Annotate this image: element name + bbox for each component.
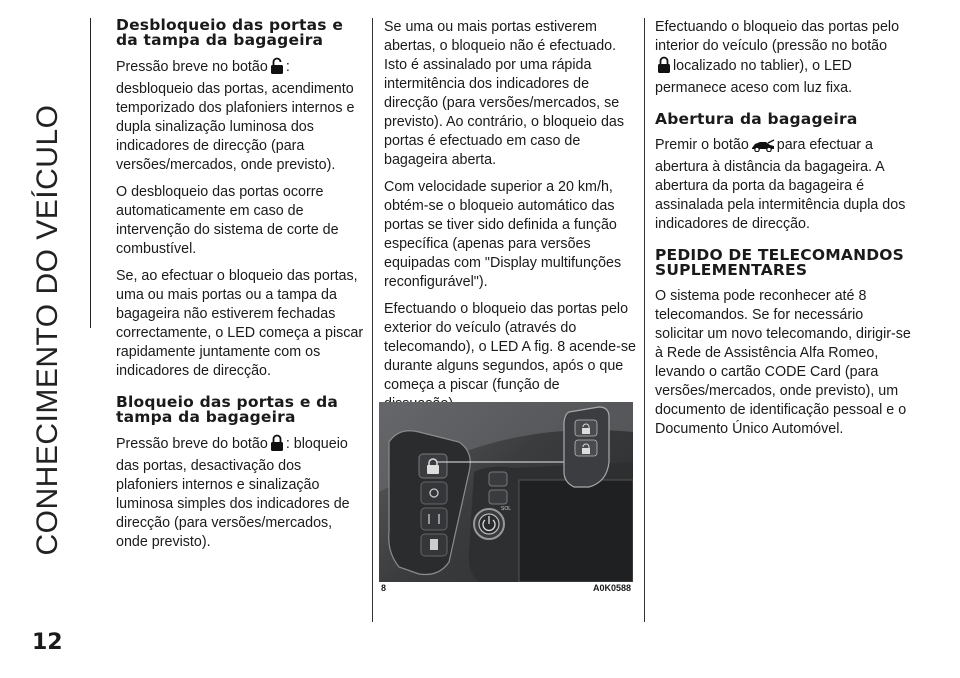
- paragraph-unlock: Pressão breve no botão : desbloqueio das portas, acendimento temporizado dos plafoniers internos e dupla sinalização luminosa dos indicadores de direcção (para versões/mercados, onde previsto).: [116, 59, 355, 173]
- heading-lock: Bloqueio das portas e da tampa da bagageira: [116, 393, 339, 426]
- figure-code: A0K0588: [592, 583, 631, 593]
- heading-unlock: Desbloqueio das portas e da tampa da bagageira: [116, 16, 344, 49]
- section-divider: [90, 18, 91, 328]
- fog-button-icon: [421, 508, 447, 530]
- paragraph-trunk-opening: Premir o botão para efectuar a abertura à distância da bagageira. A abertura da porta da bagageira é assinalada pela intermitência dupla dos indicadores de direcção.: [655, 137, 906, 232]
- paragraph-lock-not-done: Se uma ou mais portas estiverem abertas, o bloqueio não é efectuado. Isto é assinalado por uma rápida intermitência dos indicadores de direcção (para versões/mercados, se previsto). Ao contrário, o bloqueio das portas é efectuado em caso de bagageira aberta.: [384, 19, 625, 168]
- heading-trunk-opening: Abertura da bagageira: [655, 110, 858, 128]
- paragraph-led-exterior: Efectuando o bloqueio das portas pelo exterior do veículo (através do telecomando), o LED A fig. 8 acende-se durante alguns segundos, após o que começa a piscar (função de: [384, 301, 636, 393]
- paragraph-auto-unlock: O desbloqueio das portas ocorre automaticamente em caso de intervenção do sistema de corte de combustível.: [116, 184, 339, 257]
- page-number: 12: [32, 630, 63, 655]
- paragraph-led-warning: Se, ao efectuar o bloqueio das portas, uma ou mais portas ou a tampa da bagageira não estiverem fechadas correctamente, o LED começa a piscar rapidamente juntamente com os indicadores de direcção.: [116, 268, 364, 379]
- column-2: [384, 18, 636, 422]
- paragraph-lock: Pressão breve do botão : bloqueio das portas, desactivação dos plafoniers internos e sinalização luminosa simples dos indicadores de direcção (para versões/mercados, onde previsto).: [116, 436, 350, 550]
- column-1: [116, 18, 364, 560]
- figure-number: 8: [381, 583, 387, 593]
- paragraph-interior-lock: Efectuando o bloqueio das portas pelo interior do veículo (pressão no botão localizado no tablier), o LED permanece aceso com luz fixa.: [655, 19, 900, 96]
- column-separator: [372, 18, 373, 622]
- figure-label-sol: SOL: [501, 506, 512, 512]
- lock-button-icon: [419, 454, 447, 478]
- paragraph-additional-remotes: O sistema pode reconhecer até 8 telecomandos. Se for necessário solicitar um novo telecomando, dirigir-se à Rede de Assistência Alfa Romeo, levando o cartão CODE Card (para versões/mercados, onde previsto), um documento de identificação pessoal e o Documento Único Automóvel.: [655, 288, 911, 437]
- section-title: CONHECIMENTO DO VEÍCULO: [31, 104, 64, 556]
- paragraph-speed-lock: Com velocidade superior a 20 km/h, obtém-se o bloqueio automático das portas se tiver sido definida a função específica (apenas para versões equipadas com "Display multifunções reconfigurável").: [384, 179, 622, 290]
- figure-dashboard-photo: [379, 402, 633, 582]
- start-stop-button-icon: [474, 509, 504, 539]
- fuel-button-icon: [421, 534, 447, 556]
- unlock-padlock-icon: [270, 57, 284, 80]
- car-trunk-icon: [751, 138, 775, 158]
- figure-caption: [379, 583, 633, 597]
- lock-padlock-icon: [270, 434, 284, 457]
- heading-additional-remotes: PEDIDO DE TELECOMANDOS SUPLEMENTARES: [655, 246, 905, 279]
- column-3: [655, 18, 911, 447]
- remote-key-icon: [564, 407, 609, 487]
- headlight-button-icon: [421, 482, 447, 504]
- lock-padlock-icon: [657, 56, 671, 79]
- column-separator: [644, 18, 645, 622]
